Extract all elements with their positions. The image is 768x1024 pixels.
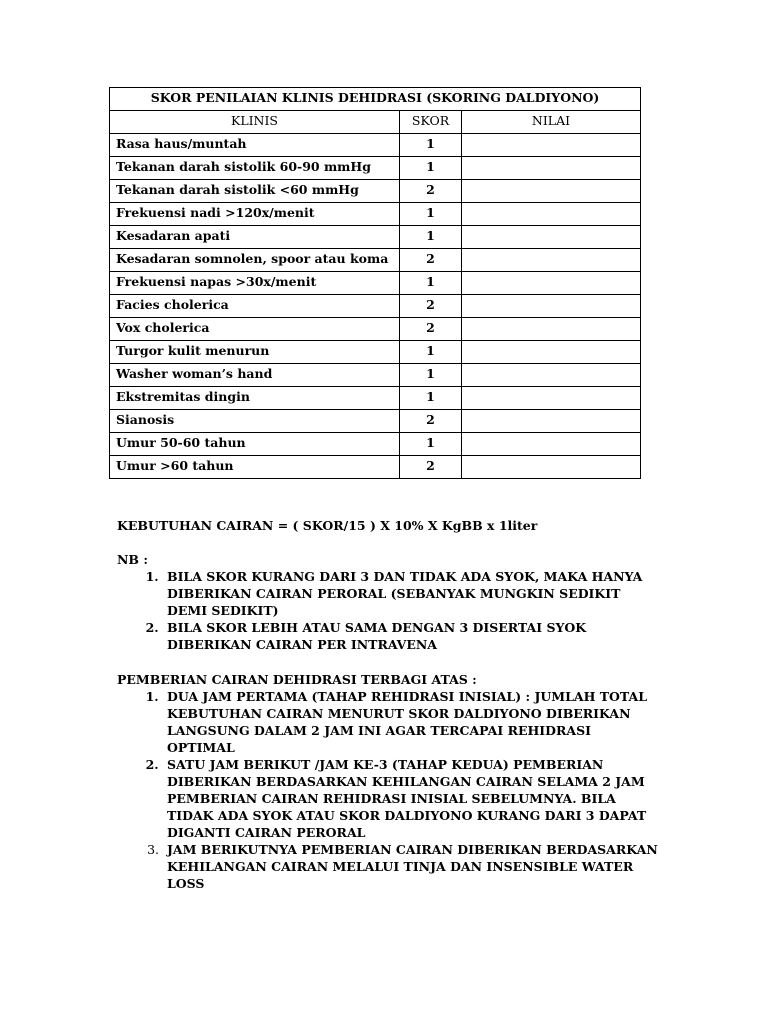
skor-cell: 1 (400, 364, 462, 387)
nilai-cell (462, 341, 641, 364)
column-header-klinis: KLINIS (110, 111, 400, 134)
table-row (110, 341, 641, 364)
skor-cell: 1 (400, 272, 462, 295)
klinis-cell: Sianosis (110, 410, 400, 433)
list-item: 3. JAM BERIKUTNYA PEMBERIAN CAIRAN DIBERIKAN BERDASARKAN KEHILANGAN CAIRAN MELALUI TINJA DAN INSENSIBLE WATER LOSS (163, 841, 662, 892)
skor-cell: 2 (400, 410, 462, 433)
nilai-cell (462, 226, 641, 249)
table-row (110, 226, 641, 249)
klinis-cell: Vox cholerica (110, 318, 400, 341)
nilai-cell (462, 410, 641, 433)
table-row (110, 203, 641, 226)
nb-list (117, 568, 662, 653)
list-item: 2. BILA SKOR LEBIH ATAU SAMA DENGAN 3 DISERTAI SYOK DIBERIKAN CAIRAN PER INTRAVENA (163, 619, 662, 653)
nilai-cell (462, 364, 641, 387)
nilai-cell (462, 157, 641, 180)
klinis-cell: Frekuensi napas >30x/menit (110, 272, 400, 295)
nb-section (117, 551, 662, 653)
table-row (110, 410, 641, 433)
klinis-cell: Tekanan darah sistolik <60 mmHg (110, 180, 400, 203)
skor-cell: 2 (400, 180, 462, 203)
table-row (110, 180, 641, 203)
skor-cell: 2 (400, 295, 462, 318)
skor-cell: 1 (400, 433, 462, 456)
nilai-cell (462, 203, 641, 226)
table-row (110, 249, 641, 272)
skor-cell: 1 (400, 341, 462, 364)
table-row (110, 272, 641, 295)
nilai-cell (462, 134, 641, 157)
table-row (110, 157, 641, 180)
nilai-cell (462, 387, 641, 410)
table-row (110, 433, 641, 456)
klinis-cell: Turgor kulit menurun (110, 341, 400, 364)
table-row (110, 134, 641, 157)
table-row (110, 364, 641, 387)
column-header-nilai: NILAI (462, 111, 641, 134)
administration-list (117, 688, 662, 892)
skor-cell: 2 (400, 318, 462, 341)
daldiyono-score-table (109, 87, 641, 479)
klinis-cell: Kesadaran apati (110, 226, 400, 249)
nilai-cell (462, 180, 641, 203)
nilai-cell (462, 295, 641, 318)
nb-label: NB : (117, 552, 148, 567)
fluid-requirement-formula: KEBUTUHAN CAIRAN = ( SKOR/15 ) X 10% X KgBB x 1liter (117, 518, 538, 533)
klinis-cell: Rasa haus/muntah (110, 134, 400, 157)
skor-cell: 1 (400, 157, 462, 180)
section-heading: PEMBERIAN CAIRAN DEHIDRASI TERBAGI ATAS : (117, 672, 477, 687)
table-title: SKOR PENILAIAN KLINIS DEHIDRASI (SKORING DALDIYONO) (110, 88, 641, 111)
skor-cell: 1 (400, 134, 462, 157)
list-item: 1. DUA JAM PERTAMA (TAHAP REHIDRASI INISIAL) : JUMLAH TOTAL KEBUTUHAN CAIRAN MENURUT SKOR DALDIYONO DIBERIKAN LANGSUNG DALAM 2 JAM INI AGAR TERCAPAI REHIDRASI OPTIMAL (163, 688, 662, 756)
klinis-cell: Kesadaran somnolen, spoor atau koma (110, 249, 400, 272)
nilai-cell (462, 272, 641, 295)
list-item: 2. SATU JAM BERIKUT /JAM KE-3 (TAHAP KEDUA) PEMBERIAN DIBERIKAN BERDASARKAN KEHILANGAN CAIRAN SELAMA 2 JAM PEMBERIAN CAIRAN REHIDRASI INISIAL SEBELUMNYA. BILA TIDAK ADA SYOK ATAU SKOR DALDIYONO KURANG DARI 3 DAPAT DIGANTI CAIRAN PERORAL (163, 756, 662, 841)
skor-cell: 2 (400, 456, 462, 479)
klinis-cell: Tekanan darah sistolik 60-90 mmHg (110, 157, 400, 180)
klinis-cell: Umur 50-60 tahun (110, 433, 400, 456)
klinis-cell: Umur >60 tahun (110, 456, 400, 479)
nilai-cell (462, 456, 641, 479)
fluid-administration-section (117, 671, 662, 892)
klinis-cell: Washer woman’s hand (110, 364, 400, 387)
table-row (110, 295, 641, 318)
skor-cell: 2 (400, 249, 462, 272)
skor-cell: 1 (400, 203, 462, 226)
nilai-cell (462, 249, 641, 272)
nilai-cell (462, 433, 641, 456)
table-row (110, 456, 641, 479)
skor-cell: 1 (400, 226, 462, 249)
skor-cell: 1 (400, 387, 462, 410)
klinis-cell: Frekuensi nadi >120x/menit (110, 203, 400, 226)
klinis-cell: Facies cholerica (110, 295, 400, 318)
list-item: 1. BILA SKOR KURANG DARI 3 DAN TIDAK ADA SYOK, MAKA HANYA DIBERIKAN CAIRAN PERORAL (SEBANYAK MUNGKIN SEDIKIT DEMI SEDIKIT) (163, 568, 662, 619)
table-row (110, 387, 641, 410)
table-row (110, 318, 641, 341)
klinis-cell: Ekstremitas dingin (110, 387, 400, 410)
nilai-cell (462, 318, 641, 341)
column-header-skor: SKOR (400, 111, 462, 134)
